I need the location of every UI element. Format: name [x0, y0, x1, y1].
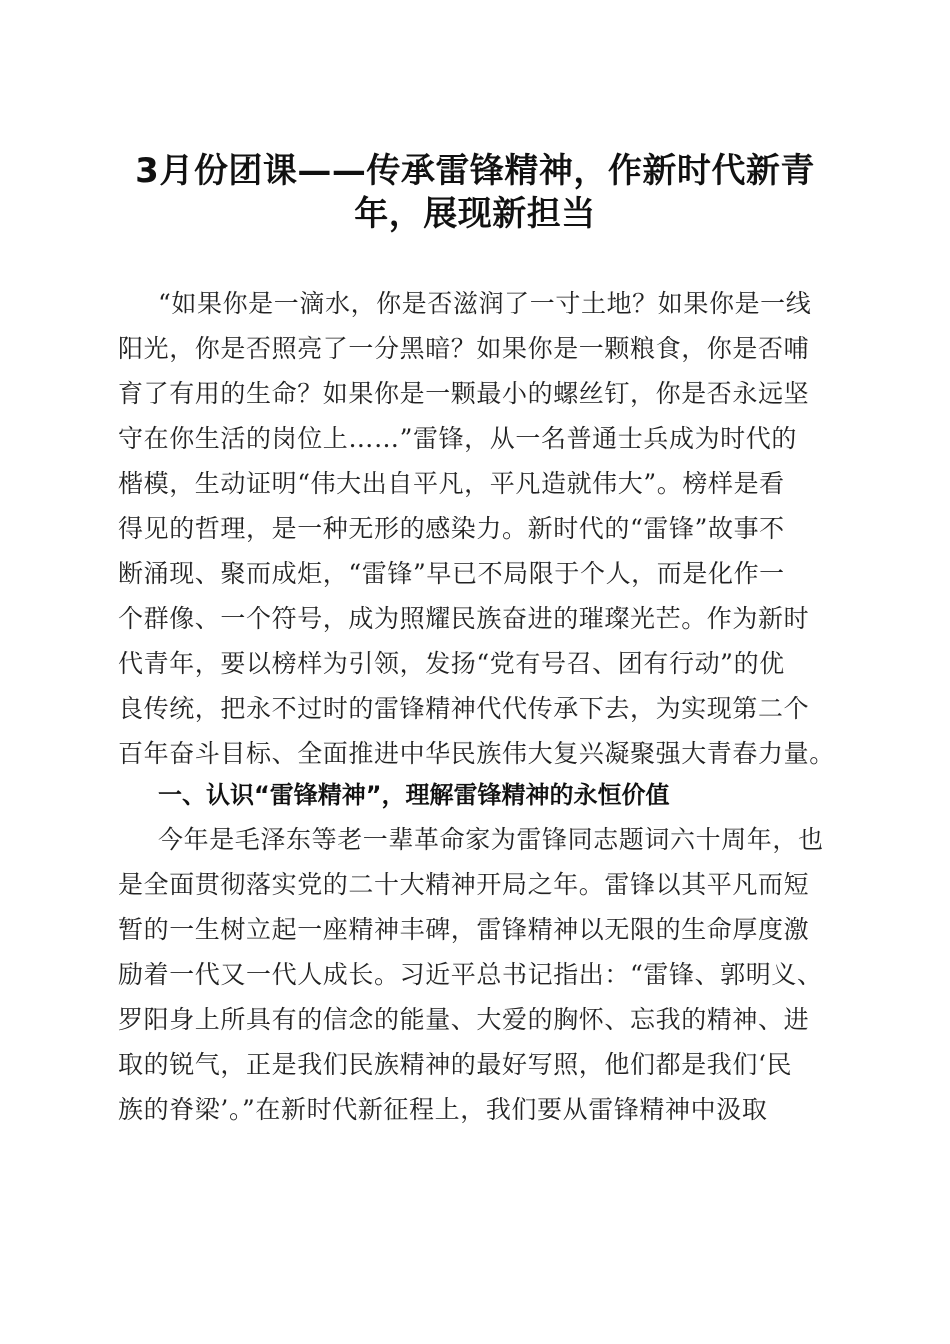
document-title-line-1: 3月份团课——传承雷锋精神，作新时代新青 — [135, 151, 815, 191]
document-title-line-2: 年，展现新担当 — [354, 194, 596, 234]
document-page: 3月份团课——传承雷锋精神，作新时代新青 年，展现新担当 “如果你是一滴水，你是否滋润了一寸土地？如果你是一线 阳光，你是否照亮了一分黑暗？如果你是一颗粮食，你是否哺 育了有用的生命？如果你是一颗最小的螺丝钉，你是否永远坚 守在你生活的岗位上……”雷锋，从一名普通士兵成为时代的 楷模，生动证明“伟大出自平凡，平凡造就伟大”。榜样是看 得见的哲理，是一种无形的感染力。新时代的“雷锋”故事不 断涌现、聚而成炬，“雷锋”早已不局限于个人，而是化作一 个群像、一个符号，成为照耀民族奋进的璀璨光芒。作为新时 代青年，要以榜样为引领，发扬“党有号召、团有行动”的优 良传统，把永不过时的雷锋精神代代传承下去，为实现第二个 百年奋斗目标、全面推进中华民族伟大复兴凝聚强大青春力量。 一、认识“雷锋精神”，理解雷锋精神的永恒价值 今年是毛泽东等老一辈革命家为雷锋同志题词六十周年，也 是全面贯彻落实党的二十大精神开局之年。雷锋以其平凡而短 暂的一生树立起一座精神丰碑，雷锋精神以无限的生命厚度激 励着一代又一代人成长。习近平总书记指出：“雷锋、郭明义、 罗阳身上所具有的信念的能量、大爱的胸怀、忘我的精神、进 取的锐气，正是我们民族精神的最好写照，他们都是我们‘民 族的脊梁’。”在新时代新征程上，我们要从雷锋精神中汲取 — [0, 0, 950, 1344]
